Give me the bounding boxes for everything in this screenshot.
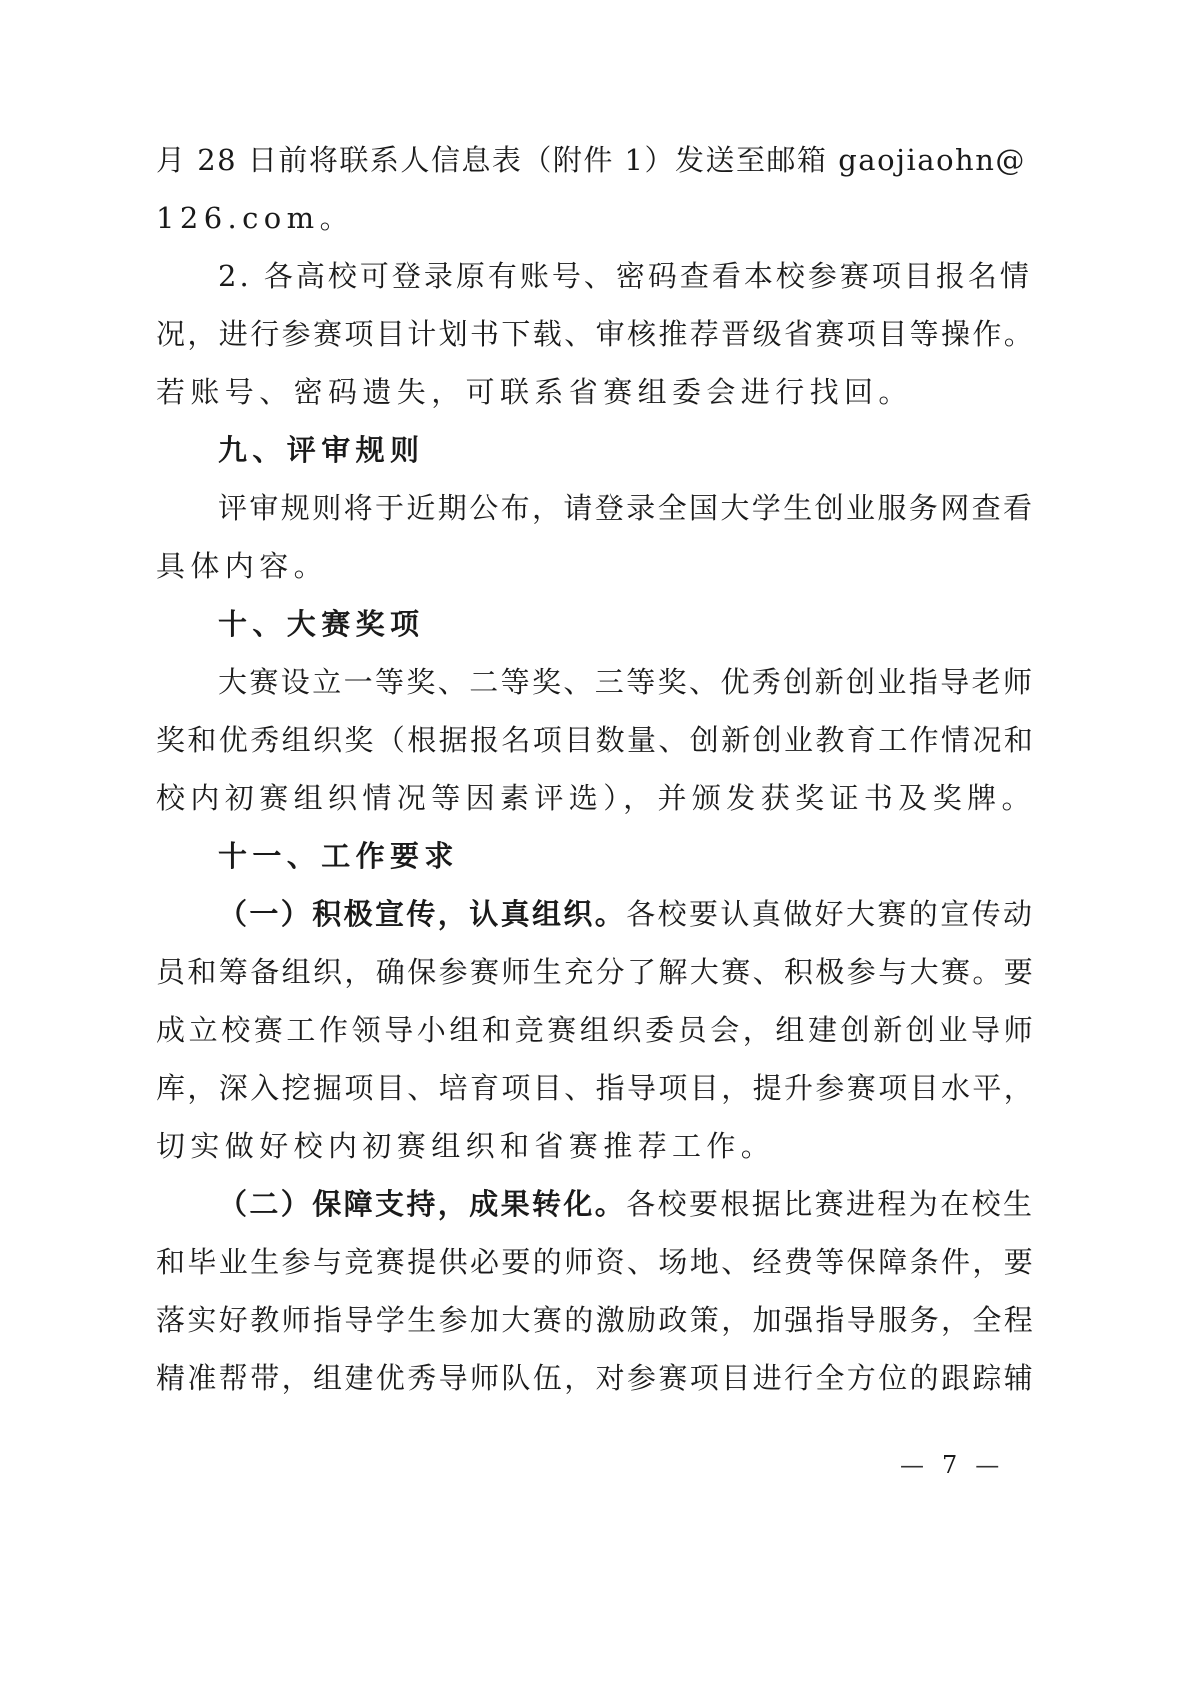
text-line: 况，进行参赛项目计划书下载、审核推荐晋级省赛项目等操作。 (156, 317, 1036, 351)
page-footer (900, 1449, 999, 1481)
paragraph-text: 各校要根据比赛进程为在校生 (626, 1187, 1035, 1221)
text-line: 126.com。 (156, 201, 354, 235)
text-line: 落实好教师指导学生参加大赛的激励政策，加强指导服务，全程 (156, 1303, 1036, 1337)
footer-dash-left: — (900, 1451, 924, 1479)
text-line: 若账号、密码遗失，可联系省赛组委会进行找回。 (156, 375, 913, 409)
section-heading: 十一、工作要求 (218, 839, 459, 873)
footer-dash-right: — (975, 1451, 1000, 1479)
text-line (218, 1184, 1034, 1224)
text-line: 员和筹备组织，确保参赛师生充分了解大赛、积极参与大赛。要 (156, 955, 1036, 989)
text-line: 奖和优秀组织奖（根据报名项目数量、创新创业教育工作情况和 (156, 723, 1036, 757)
text-line: 精准帮带，组建优秀导师队伍，对参赛项目进行全方位的跟踪辅 (156, 1361, 1036, 1395)
paragraph-lead: （一）积极宣传，认真组织。 (218, 897, 627, 931)
text-line (218, 894, 1034, 934)
section-heading: 十、大赛奖项 (218, 607, 425, 641)
page-number: 7 (942, 1451, 958, 1479)
paragraph-text: 各校要认真做好大赛的宣传动 (626, 897, 1035, 931)
text-line: 和毕业生参与竞赛提供必要的师资、场地、经费等保障条件，要 (156, 1245, 1036, 1279)
text-line: 月 28 日前将联系人信息表（附件 1）发送至邮箱 gaojiaohn@ (156, 143, 1026, 177)
paragraph-lead: （二）保障支持，成果转化。 (218, 1187, 627, 1221)
text-line: 成立校赛工作领导小组和竞赛组织委员会，组建创新创业导师 (156, 1013, 1037, 1047)
text-line: 2. 各高校可登录原有账号、密码查看本校参赛项目报名情 (218, 259, 1032, 293)
text-line: 大赛设立一等奖、二等奖、三等奖、优秀创新创业指导老师 (218, 665, 1035, 699)
section-heading: 九、评审规则 (218, 433, 425, 467)
text-line: 切实做好校内初赛组织和省赛推荐工作。 (156, 1129, 776, 1163)
text-line: 库，深入挖掘项目、培育项目、指导项目，提升参赛项目水平， (156, 1071, 1036, 1105)
text-line: 校内初赛组织情况等因素评选），并颁发获奖证书及奖牌。 (156, 781, 1036, 815)
text-line: 评审规则将于近期公布，请登录全国大学生创业服务网查看 (218, 491, 1035, 525)
text-line: 具体内容。 (156, 549, 329, 583)
